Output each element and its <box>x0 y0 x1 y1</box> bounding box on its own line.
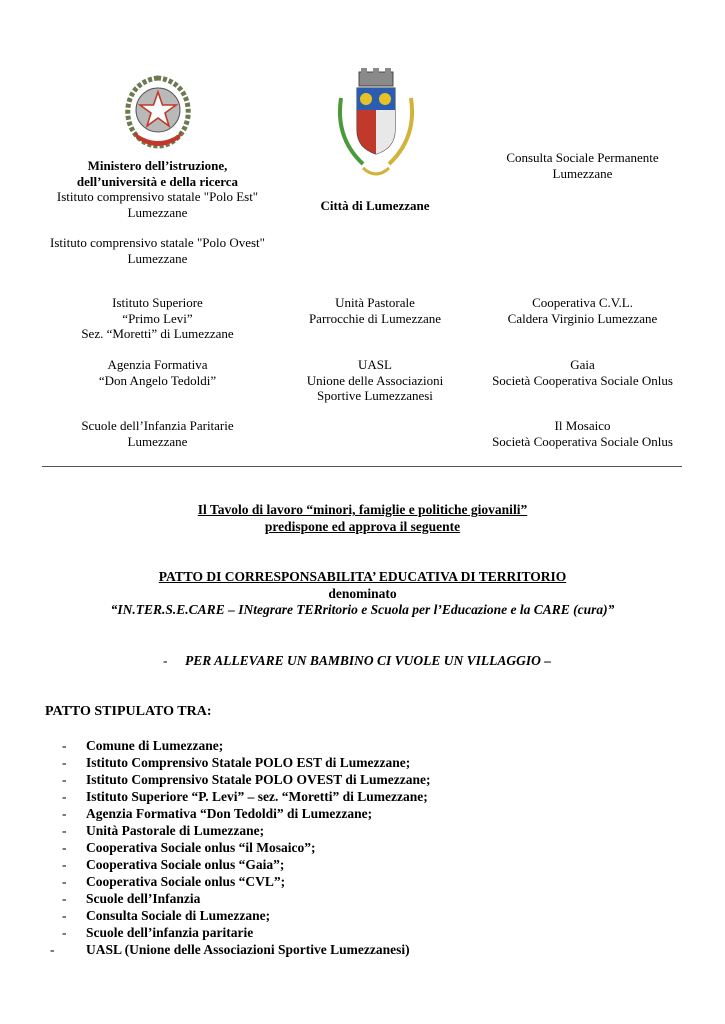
motto: PER ALLEVARE UN BAMBINO CI VUOLE UN VILLAGGIO – <box>185 653 552 668</box>
mosaico-line2: Società Cooperativa Sociale Onlus <box>492 433 673 449</box>
list-item: - Cooperativa Sociale onlus “CVL”; <box>62 874 286 889</box>
intersecare-title: “IN.TER.S.E.CARE – INtegrare TERritorio e Scuola per l’Educazione e la CARE (cura)” <box>110 602 615 617</box>
uasl-line1: UASL <box>358 357 392 372</box>
list-item: - Scuole dell’Infanzia <box>62 891 201 906</box>
istituto-superiore-line3: Sez. “Moretti” di Lumezzane <box>81 326 234 341</box>
lumezzane-coat-of-arms <box>333 68 419 186</box>
mosaico-line1: Il Mosaico <box>554 418 611 433</box>
list-item: - UASL (Unione delle Associazioni Sportive Lumezzanesi) <box>50 942 410 957</box>
denominato: denominato <box>328 586 397 601</box>
consulta-line2: Lumezzane <box>552 165 613 181</box>
patto-stipulato-heading: PATTO STIPULATO TRA: <box>45 704 212 719</box>
gaia-line2: Società Cooperativa Sociale Onlus <box>492 372 673 388</box>
list-item: - Istituto Comprensivo Statale POLO EST di Lumezzane; <box>62 755 411 770</box>
polo-est-city: Lumezzane <box>127 204 188 220</box>
list-item: - Agenzia Formativa “Don Tedoldi” di Lumezzane; <box>62 806 373 821</box>
horizontal-divider <box>42 466 682 467</box>
consulta-line1: Consulta Sociale Permanente <box>506 150 659 165</box>
citta-di-lumezzane: Città di Lumezzane <box>320 198 430 213</box>
cvl-line1: Cooperativa C.V.L. <box>532 295 633 310</box>
istituto-superiore-line1: Istituto Superiore <box>112 295 203 310</box>
gaia-line1: Gaia <box>570 357 595 372</box>
unita-pastorale-line1: Unità Pastorale <box>335 295 415 310</box>
agenzia-line1: Agenzia Formativa <box>107 357 208 372</box>
ministero-line2: dell’università e della ricerca <box>76 173 239 189</box>
istituto-superiore-line2: “Primo Levi” <box>122 310 193 326</box>
signatories-list <box>50 737 431 958</box>
list-item: - Unità Pastorale di Lumezzane; <box>62 823 265 838</box>
list-item: - Cooperativa Sociale onlus “Gaia”; <box>62 857 285 872</box>
polo-est-name: Istituto comprensivo statale "Polo Est" <box>56 189 259 204</box>
agenzia-line2: “Don Angelo Tedoldi” <box>98 372 217 388</box>
tavolo-line1: Il Tavolo di lavoro “minori, famiglie e politiche giovanili” <box>197 502 528 517</box>
list-item: - Istituto Superiore “P. Levi” – sez. “Moretti” di Lumezzane; <box>62 789 428 804</box>
patto-title: PATTO DI CORRESPONSABILITA’ EDUCATIVA DI TERRITORIO <box>158 569 567 584</box>
unita-pastorale-line2: Parrocchie di Lumezzane <box>308 310 442 326</box>
list-item: - Cooperativa Sociale onlus “il Mosaico”; <box>62 840 316 855</box>
uasl-line2: Unione delle Associazioni <box>306 372 444 388</box>
polo-ovest-name: Istituto comprensivo statale "Polo Ovest" <box>50 235 265 250</box>
list-item: - Scuole dell’infanzia paritarie <box>62 925 254 940</box>
scuole-infanzia-line2: Lumezzane <box>127 433 188 449</box>
italian-republic-emblem <box>118 72 198 152</box>
scuole-infanzia-line1: Scuole dell’Infanzia Paritarie <box>81 418 234 433</box>
motto-dash: - <box>163 653 168 668</box>
list-item: - Consulta Sociale di Lumezzane; <box>62 908 271 923</box>
polo-ovest-city: Lumezzane <box>127 250 188 266</box>
tavolo-line2: predispone ed approva il seguente <box>264 518 461 534</box>
list-item: - Istituto Comprensivo Statale POLO OVEST di Lumezzane; <box>62 772 431 787</box>
uasl-line3: Sportive Lumezzanesi <box>317 388 433 403</box>
ministero-line1: Ministero dell’istruzione, <box>87 158 228 173</box>
list-item: - Comune di Lumezzane; <box>62 738 224 753</box>
cvl-line2: Caldera Virginio Lumezzane <box>507 310 658 326</box>
